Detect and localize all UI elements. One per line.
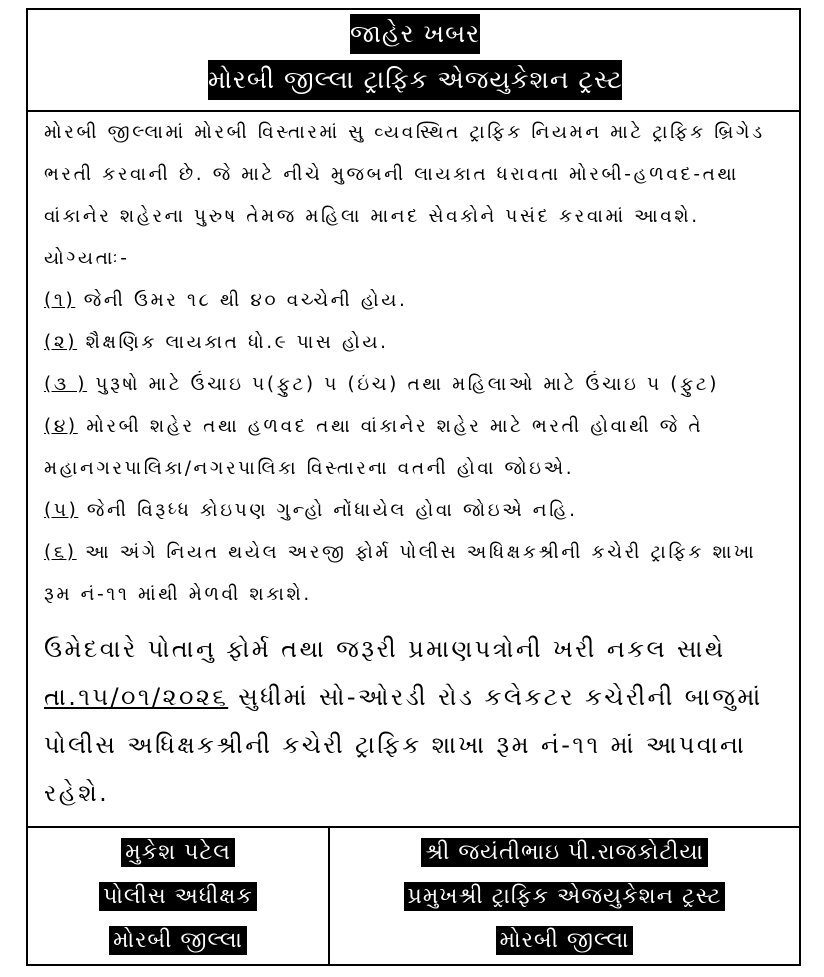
closing-line: પોલીસ અધિક્ષકશ્રીની કચેરી ટ્રાફિક શાખા રૂમ નં-૧૧ માં આપવાના	[44, 731, 747, 759]
closing-line: રહેશે.	[44, 779, 110, 807]
notice-header	[28, 10, 799, 112]
intro-line: ભરતી કરવાની છે. જે માટે નીચે મુજબની લાયકાત ધરાવતા મોરબી-હળવદ-તથા	[44, 164, 739, 185]
signatory-district: મોરબી જીલ્લા	[496, 926, 634, 955]
deadline-date: તા.૧૫/૦૧/૨૦૨૬	[44, 683, 229, 711]
item-text: પુરૂષો માટે ઉંચાઇ ૫(ફુટ) ૫ (ઇંચ) તથા મહિલાઓ માટે ઉંચાઇ ૫ (ફુટ)	[87, 374, 720, 395]
signatory-district: મોરબી જીલ્લા	[109, 926, 247, 955]
item-number: (૪)	[44, 416, 78, 437]
intro-line: વાંકાનેર શહેરના પુરુષ તેમજ મહિલા માનદ સેવકોને પસંદ કરવામાં આવશે.	[44, 206, 700, 227]
qualification-heading: યોગ્યતાઃ-	[44, 248, 130, 269]
list-item	[44, 412, 790, 442]
signatory-designation: પ્રમુખશ્રી ટ્રાફિક એજયુકેશન ટ્રસ્ટ	[404, 882, 726, 911]
list-item	[44, 328, 790, 358]
list-item	[44, 286, 790, 316]
notice-body	[28, 110, 799, 828]
item-text: જેની ઉમર ૧૮ થી ૪૦ વચ્ચેની હોય.	[75, 290, 408, 311]
signatory-designation: પોલીસ અધીક્ષક	[99, 882, 257, 911]
signatory-name: શ્રી જયંતીભાઇ પી.રાજકોટીયા	[421, 838, 708, 867]
notice-title: જાહેર ખબર	[350, 14, 480, 54]
list-item	[44, 538, 790, 568]
list-item-continuation: મહાનગરપાલિકા/નગરપાલિકા વિસ્તારના વતની હોવા જોઇએ.	[44, 458, 575, 479]
intro-line: મોરબી જીલ્લામાં મોરબી વિસ્તારમાં સુ વ્યવસ્થિત ટ્રાફિક નિયમન માટે ટ્રાફિક બ્રિગેડ	[44, 122, 765, 143]
closing-text: સુધીમાં સો-ઓરડી રોડ કલેકટર કચેરીની બાજુમાં	[228, 683, 763, 711]
item-text: આ અંગે નિયત થયેલ અરજી ફોર્મ પોલીસ અધિક્ષકશ્રીની કચેરી ટ્રાફિક શાખા	[76, 542, 757, 563]
item-text: મોરબી શહેર તથા હળવદ તથા વાંકાનેર શહેર માટે ભરતી હોવાથી જે તે	[77, 416, 704, 437]
closing-line	[44, 676, 790, 718]
signature-right	[330, 828, 799, 964]
notice-subtitle: મોરબી જીલ્લા ટ્રાફિક એજયુકેશન ટ્રસ્ટ	[208, 60, 622, 100]
item-number: (૫)	[44, 500, 79, 521]
signature-section	[28, 828, 799, 964]
list-item	[44, 496, 790, 526]
item-number: (૩ )	[44, 374, 88, 395]
notice-frame	[26, 8, 801, 966]
item-number: (૨)	[44, 332, 78, 353]
item-text: જેની વિરૂધ્ધ કોઇપણ ગુન્હો નોંધાયેલ હોવા જોઇએ નહિ.	[78, 500, 578, 521]
closing-line: ઉમેદવારે પોતાનુ ફોર્મ તથા જરૂરી પ્રમાણપત્રોની ખરી નકલ સાથે	[44, 635, 726, 663]
signature-left	[28, 828, 328, 964]
list-item	[44, 370, 790, 400]
item-number: (૧)	[44, 290, 76, 311]
item-number: (૬)	[44, 542, 77, 563]
signatory-name: મુકેશ પટેલ	[121, 838, 235, 867]
list-item-continuation: રૂમ નં-૧૧ માંથી મેળવી શકાશે.	[44, 584, 312, 605]
item-text: શૈક્ષણિક લાયકાત ધો.૯ પાસ હોય.	[77, 332, 389, 353]
